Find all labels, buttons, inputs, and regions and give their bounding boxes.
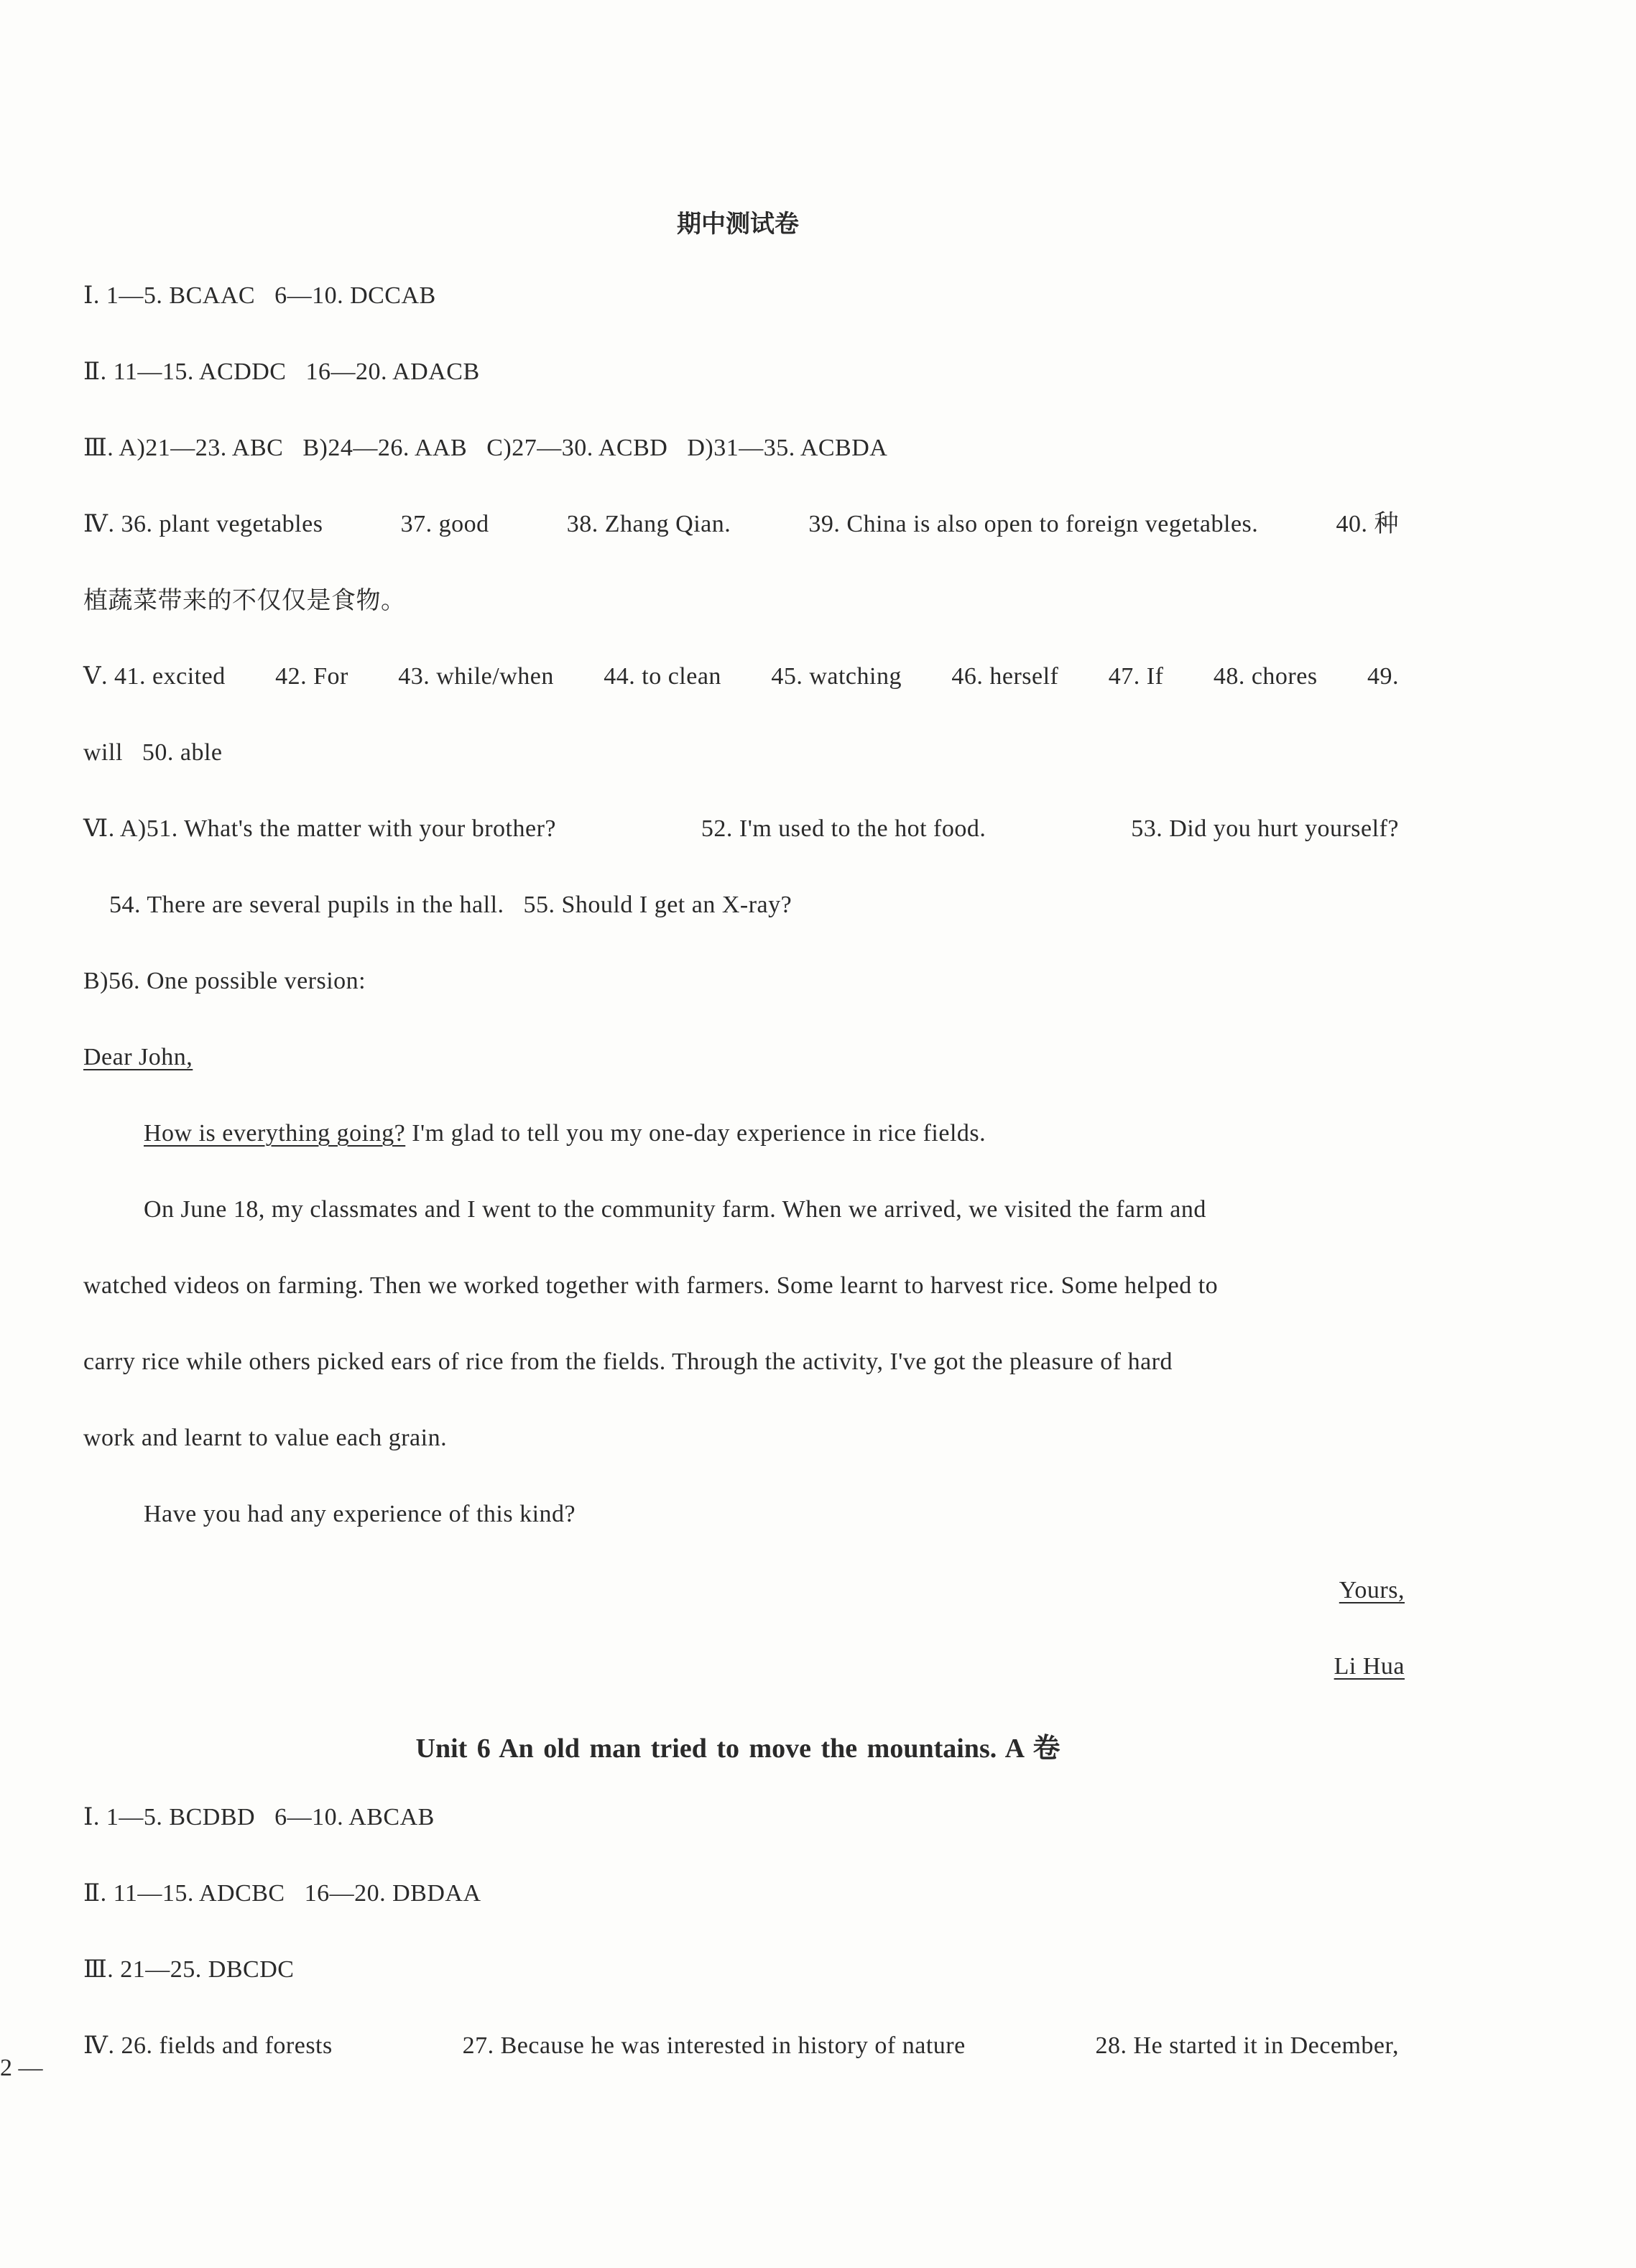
letter-paragraph-1 (144, 1118, 1399, 1149)
letter-text: watched videos on farming. Then we worked together with farmers. Some learnt to harvest rice. Some helped to (83, 1272, 1219, 1299)
letter-text: On June 18, my classmates and I went to the community farm. When we arrived, we visited the farm and (144, 1196, 1206, 1223)
midterm-title: 期中测试卷 (677, 210, 799, 239)
unit6-title: Unit 6 An old man tried to move the mountains. A 卷 (415, 1734, 1060, 1764)
answer-item: 49. (1367, 663, 1399, 690)
answer-item: 48. chores (1213, 663, 1318, 690)
midterm-section-4 (83, 509, 1399, 540)
answer-item: 46. herself (951, 663, 1059, 690)
unit6-section-1: Ⅰ. 1—5. BCDBD 6—10. ABCAB (83, 1804, 435, 1830)
letter-text: carry rice while others picked ears of rice from the fields. Through the activity, I've got the pleasure of hard (83, 1348, 1173, 1375)
answer-item: Ⅳ. 26. fields and forests (83, 2032, 333, 2059)
letter-closing: Yours, (1339, 1577, 1405, 1603)
answer-item: Ⅳ. 36. plant vegetables (83, 511, 323, 537)
underlined-phrase: How is everything going? (144, 1120, 406, 1147)
midterm-section-4-continued: 植蔬菜带来的不仅仅是食物。 (83, 586, 406, 615)
answer-item: 44. to clean (604, 663, 721, 690)
unit6-section-2: Ⅱ. 11—15. ADCBC 16—20. DBDAA (83, 1880, 481, 1907)
letter-signature: Li Hua (1334, 1653, 1405, 1680)
letter-paragraph-3: Have you had any experience of this kind? (144, 1501, 576, 1527)
midterm-section-6-continued: 54. There are several pupils in the hall. 55. Should I get an X-ray? (109, 892, 792, 918)
midterm-section-2: Ⅱ. 11—15. ACDDC 16—20. ADACB (83, 358, 480, 385)
answer-item: 47. If (1108, 663, 1164, 690)
answer-item: 42. For (275, 663, 348, 690)
letter-greeting: Dear John, (83, 1044, 193, 1070)
letter-paragraph-2-line-3 (83, 1346, 1399, 1378)
answer-item: 27. Because he was interested in history of nature (462, 2032, 966, 2059)
answer-item: 53. Did you hurt yourself? (1131, 815, 1399, 842)
midterm-section-1: Ⅰ. 1—5. BCAAC 6—10. DCCAB (83, 282, 436, 309)
unit6-section-3: Ⅲ. 21—25. DBCDC (83, 1956, 295, 1983)
letter-text: I'm glad to tell you my one-day experience in rice fields. (405, 1120, 986, 1147)
answer-item: 40. 种 (1336, 511, 1399, 537)
answer-item: 39. China is also open to foreign vegetables. (808, 511, 1259, 537)
letter-paragraph-2-line-2 (83, 1270, 1399, 1302)
midterm-section-6-b: B)56. One possible version: (83, 968, 366, 994)
letter-paragraph-2-line-1 (144, 1194, 1399, 1226)
midterm-section-3: Ⅲ. A)21—23. ABC B)24—26. AAB C)27—30. ACBD D)31—35. ACBDA (83, 435, 888, 461)
answer-item: 52. I'm used to the hot food. (701, 815, 986, 842)
unit6-section-4 (83, 2030, 1399, 2062)
midterm-section-5 (83, 661, 1399, 693)
midterm-section-5-continued: will 50. able (83, 739, 223, 766)
answer-item: 37. good (400, 511, 489, 537)
answer-item: 38. Zhang Qian. (566, 511, 731, 537)
answer-item: 45. watching (771, 663, 902, 690)
answer-item: Ⅵ. A)51. What's the matter with your brother? (83, 815, 556, 842)
midterm-section-6 (83, 813, 1399, 845)
letter-paragraph-2-line-4: work and learnt to value each grain. (83, 1425, 448, 1451)
answer-item: Ⅴ. 41. excited (83, 663, 226, 690)
answer-item: 28. He started it in December, (1095, 2032, 1399, 2059)
answer-item: 43. while/when (398, 663, 554, 690)
page-number: 2 — (0, 2055, 43, 2081)
